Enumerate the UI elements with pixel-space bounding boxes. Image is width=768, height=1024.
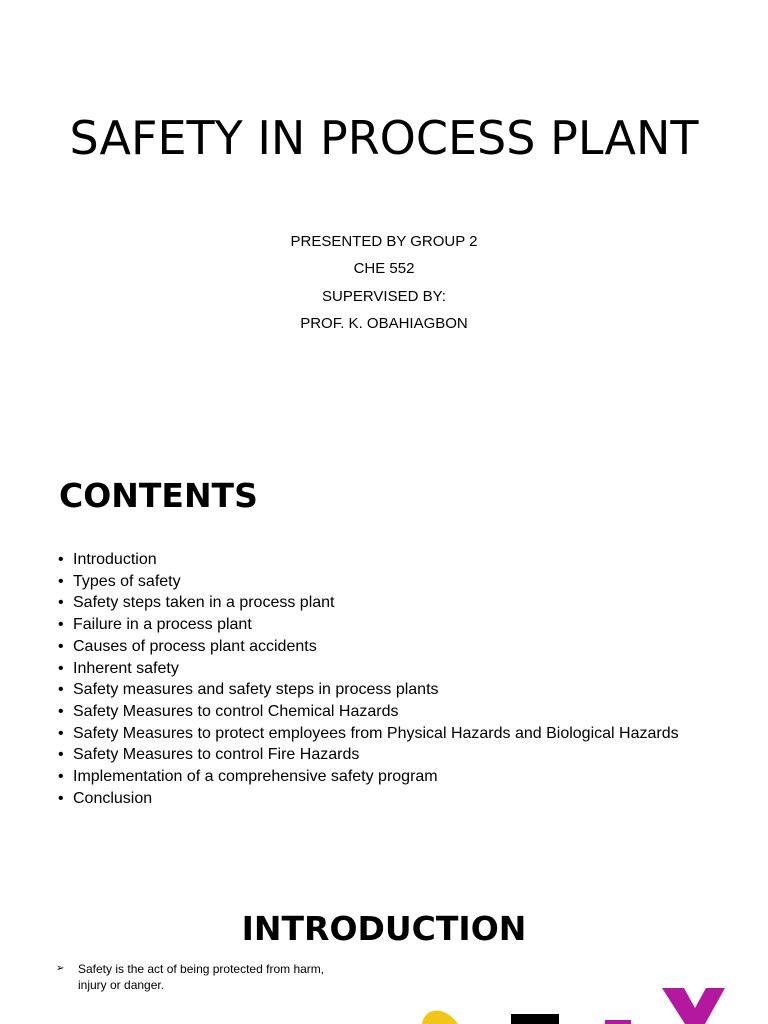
bullet-icon: • — [58, 681, 64, 699]
list-item-label: Implementation of a comprehensive safety program — [73, 768, 438, 786]
contents-heading: CONTENTS — [59, 476, 258, 515]
subtitle-course-code: CHE 552 — [353, 260, 415, 278]
list-item — [58, 701, 679, 723]
arrow-bullet-icon: ➢ — [56, 963, 65, 974]
list-item-label: Inherent safety — [73, 659, 179, 677]
list-item-label: Safety Measures to protect employees from Physical Hazards and Biological Hazards — [73, 724, 679, 742]
subtitle-presented-by: PRESENTED BY GROUP 2 — [290, 233, 478, 250]
introduction-heading: INTRODUCTION — [241, 909, 527, 948]
list-item — [58, 744, 679, 766]
list-item-label: Safety Measures to control Chemical Hazards — [73, 702, 399, 720]
title-slide — [0, 0, 768, 432]
bullet-icon: • — [58, 551, 64, 568]
contents-slide — [0, 432, 768, 864]
bullet-icon: • — [58, 724, 64, 742]
bullet-icon: • — [58, 637, 64, 655]
bullet-icon: • — [58, 659, 64, 677]
list-item-label: Causes of process plant accidents — [73, 637, 317, 655]
list-item-label: Types of safety — [73, 572, 181, 590]
subtitle-supervisor-name: PROF. K. OBAHIAGBON — [300, 314, 468, 332]
list-item-label: Safety Measures to control Fire Hazards — [73, 746, 360, 764]
magenta-bar-icon — [605, 1020, 631, 1024]
bullet-icon: • — [58, 572, 64, 590]
bullet-icon: • — [58, 616, 64, 634]
list-item — [58, 788, 679, 810]
yellow-letter-shape-icon — [422, 1010, 458, 1024]
list-item-label: Safety measures and safety steps in process plants — [73, 681, 439, 699]
list-item — [58, 766, 679, 788]
bullet-icon: • — [58, 746, 64, 764]
safety-graphic-icon — [400, 984, 768, 1024]
black-letter-shape-icon — [511, 1014, 559, 1024]
magenta-letter-y-icon — [662, 988, 725, 1024]
list-item — [58, 636, 679, 658]
list-item-label: Conclusion — [73, 789, 153, 807]
list-item — [58, 614, 679, 636]
list-item — [58, 679, 679, 701]
list-item — [58, 549, 679, 571]
introduction-slide — [0, 864, 768, 1024]
list-item — [58, 592, 679, 614]
presentation-title: SAFETY IN PROCESS PLANT — [69, 111, 699, 165]
bullet-icon: • — [58, 789, 64, 807]
list-item-label: Introduction — [73, 551, 157, 568]
contents-list — [58, 549, 679, 809]
subtitle-supervised-by: SUPERVISED BY: — [322, 287, 446, 305]
bullet-icon: • — [58, 768, 64, 786]
bullet-icon: • — [58, 594, 64, 612]
presentation-subtitle — [0, 228, 768, 337]
list-item-label: Failure in a process plant — [73, 616, 252, 634]
bullet-icon: • — [58, 702, 64, 720]
list-item — [58, 723, 679, 745]
list-item — [58, 658, 679, 680]
introduction-point-text: Safety is the act of being protected from harm, injury or danger. — [78, 962, 325, 992]
introduction-point — [56, 961, 356, 993]
list-item-label: Safety steps taken in a process plant — [73, 594, 335, 612]
list-item — [58, 571, 679, 593]
